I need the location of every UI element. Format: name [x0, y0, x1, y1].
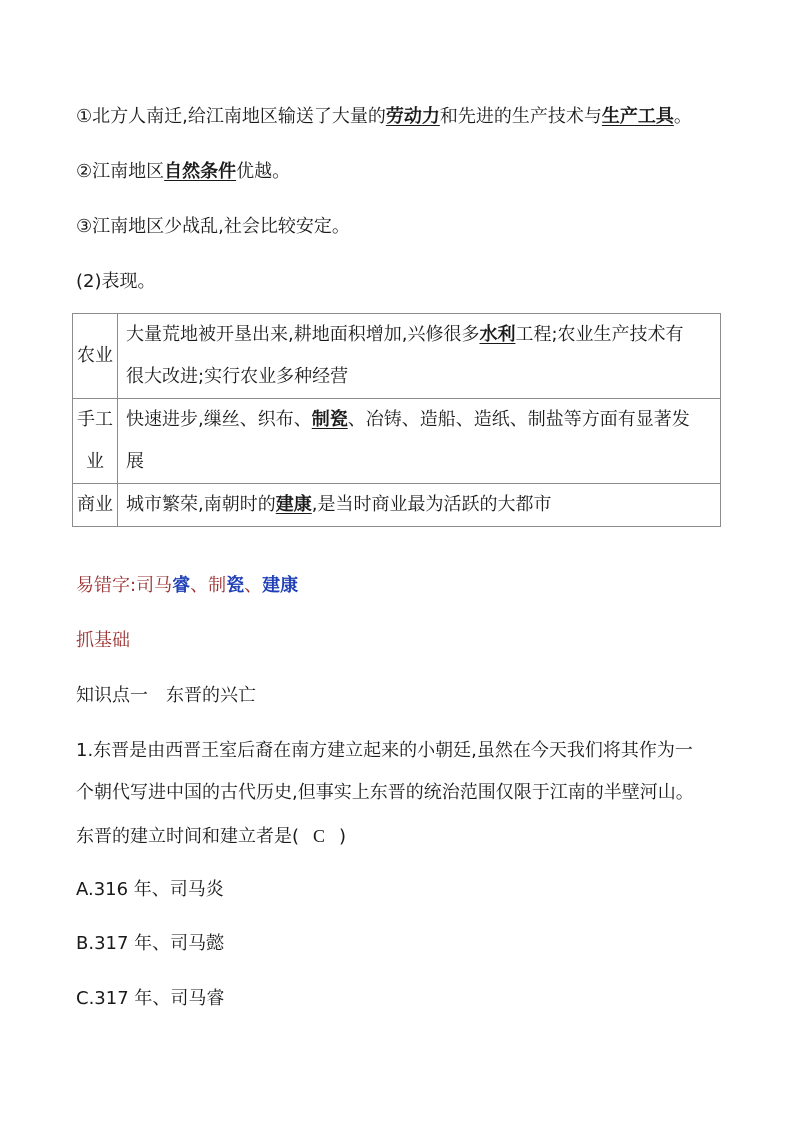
keyword-labor: 劳动力 [385, 106, 440, 127]
keyword-irrigation: 水利 [479, 324, 516, 345]
row-content-handicraft: 快速进步,缫丝、织布、制瓷、冶铸、造船、造纸、制盐等方面有显著发 展 [118, 399, 721, 484]
reason-2: ②江南地区自然条件优越。 [76, 161, 291, 182]
topic-heading: 知识点一 东晋的兴亡 [76, 685, 256, 706]
row-label-agriculture: 农业 [73, 314, 118, 399]
row-content-agriculture: 大量荒地被开垦出来,耕地面积增加,兴修很多水利工程;农业生产技术有 很大改进;实行农业多种经营 [118, 314, 721, 399]
keyword-jiankang: 建康 [275, 494, 312, 515]
reason-1: ①北方人南迁,给江南地区输送了大量的劳动力和先进的生产技术与生产工具。 [76, 106, 692, 127]
option-b: B.317 年、司马懿 [76, 933, 225, 954]
subheading-performance: (2)表现。 [76, 271, 156, 292]
row-content-commerce: 城市繁荣,南朝时的建康,是当时商业最为活跃的大都市 [118, 484, 721, 527]
table-row [73, 399, 721, 484]
section-heading: 抓基础 [76, 630, 130, 651]
development-table [72, 313, 721, 527]
question-1-line-3: 东晋的建立时间和建立者是( C ) [76, 826, 347, 847]
typo-note: 易错字:司马睿、制瓷、建康 [76, 575, 299, 596]
keyword-tools: 生产工具 [601, 106, 674, 127]
question-1-line-1: 1.东晋是由西晋王室后裔在南方建立起来的小朝廷,虽然在今天我们将其作为一 [76, 740, 693, 761]
answer-text: C [313, 826, 326, 846]
keyword-natural-conditions: 自然条件 [164, 161, 237, 182]
table-row [73, 314, 721, 399]
option-c: C.317 年、司马睿 [76, 988, 225, 1009]
reason-3: ③江南地区少战乱,社会比较安定。 [76, 216, 350, 237]
row-label-handicraft: 手工 业 [73, 399, 118, 484]
table-row [73, 484, 721, 527]
question-1-line-2: 个朝代写进中国的古代历史,但事实上东晋的统治范围仅限于江南的半壁河山。 [76, 782, 694, 803]
keyword-porcelain: 制瓷 [311, 409, 348, 430]
row-label-commerce: 商业 [73, 484, 118, 527]
option-a: A.316 年、司马炎 [76, 879, 224, 900]
